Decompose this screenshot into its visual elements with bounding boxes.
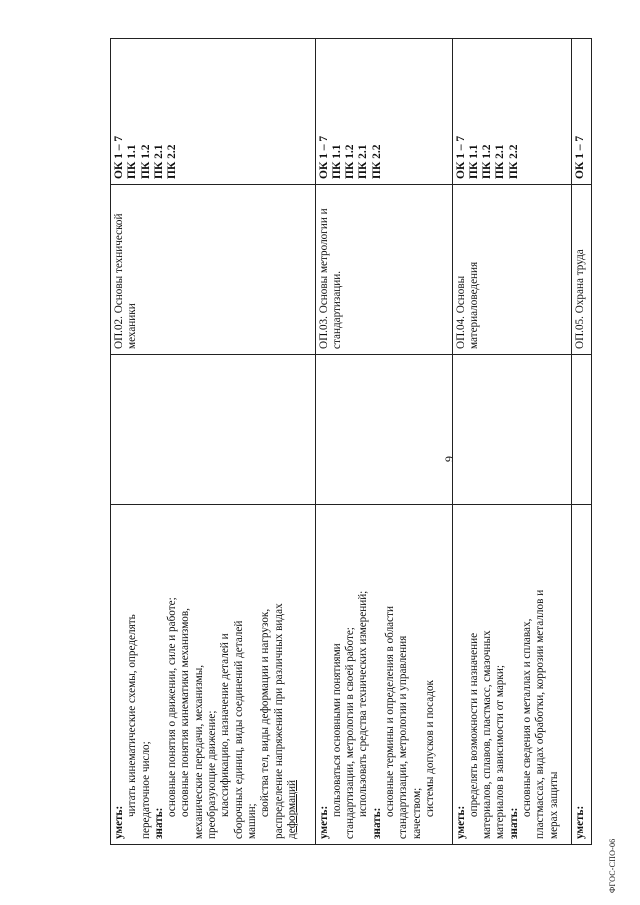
discipline-cell: ОП.05. Охрана труда <box>572 185 592 355</box>
table-row <box>315 39 452 845</box>
empty-cell <box>315 355 452 505</box>
text-line: читать кинематические схемы, определять <box>126 614 139 817</box>
footer-code: ФГОС-СПО-06 <box>608 838 617 893</box>
text-line: пользоваться основными понятиями <box>330 643 343 817</box>
requirements-cell <box>572 505 592 845</box>
umet-label: уметь: <box>317 805 330 839</box>
empty-cell <box>452 355 572 505</box>
text-line: стандартизации, метрологии в своей работе; <box>344 627 357 839</box>
umet-label: уметь: <box>574 805 587 839</box>
text-line: машин; <box>245 803 258 839</box>
znat-label: знать: <box>370 807 383 839</box>
text-line: пластмассах, видах обработки, коррозии металлов и <box>534 589 547 839</box>
competency-codes <box>452 39 572 185</box>
text-line: основные понятия кинематики механизмов, <box>179 608 192 817</box>
text-line: передаточное число; <box>139 741 152 839</box>
code: ПК 2.1 <box>152 144 165 179</box>
table-row <box>452 39 572 845</box>
code: ПК 1.2 <box>139 144 152 179</box>
requirements-cell <box>315 505 452 845</box>
table-row <box>572 39 592 845</box>
code: ПК 1.2 <box>344 144 357 179</box>
text-line: свойства тел, виды деформации и нагрузок, <box>259 608 272 817</box>
discipline-cell: ОП.04. Основы материаловедения <box>452 185 572 355</box>
code: ОК 1 – 7 <box>454 135 467 179</box>
competency-codes <box>315 39 452 185</box>
umet-label: уметь: <box>454 805 467 839</box>
text-line: классификацию, назначение деталей и <box>219 633 232 817</box>
code: ПК 1.1 <box>467 144 480 179</box>
competency-table <box>110 38 592 845</box>
text-line: определять возможности и назначение <box>467 632 480 817</box>
text-line: распределение напряжений при различных видах <box>272 603 285 839</box>
code: ПК 2.1 <box>357 144 370 179</box>
text-line: механические передачи, механизмы, <box>192 664 205 839</box>
text-line: мерах защиты <box>547 771 560 839</box>
code: ОК 1 – 7 <box>113 135 125 179</box>
code: ПК 2.1 <box>494 144 507 179</box>
text-line: системы допусков и посадок <box>423 680 436 817</box>
znat-label: знать: <box>507 807 520 839</box>
requirements-cell <box>452 505 572 845</box>
text-line: основные термины и определения в области <box>384 606 397 817</box>
umet-label: уметь: <box>113 805 125 839</box>
text-line: деформаций <box>285 780 298 839</box>
page-number: 9 <box>442 456 456 462</box>
text-line: материалов, сплавов, пластмасс, смазочных <box>481 630 494 839</box>
text-line: основные сведения о металлах и сплавах, <box>521 618 534 817</box>
code: ПК 2.2 <box>166 144 179 179</box>
competency-codes <box>572 39 592 185</box>
code: ОК 1 – 7 <box>574 135 587 179</box>
table-row <box>111 39 316 845</box>
requirements-cell <box>111 505 316 845</box>
competency-codes <box>111 39 316 185</box>
code: ПК 1.1 <box>126 144 139 179</box>
text-line: сборочных единиц, виды соединений деталей <box>232 620 245 839</box>
code: ОК 1 – 7 <box>317 135 330 179</box>
discipline-cell: ОП.02. Основы технической механики <box>111 185 316 355</box>
text-line: преобразующие движение; <box>206 710 219 839</box>
text-line: основные понятия о движении, силе и работе; <box>166 597 179 817</box>
discipline-cell: ОП.03. Основы метрологии и стандартизации. <box>315 185 452 355</box>
znat-label: знать: <box>152 807 165 839</box>
code: ПК 1.1 <box>330 144 343 179</box>
text-line: стандартизации, метрологии и управления <box>397 635 410 839</box>
code: ПК 2.2 <box>370 144 383 179</box>
empty-cell <box>111 355 316 505</box>
text-line: качеством; <box>410 787 423 839</box>
code: ПК 1.2 <box>481 144 494 179</box>
empty-cell <box>572 355 592 505</box>
text-line: использовать средства технических измерений; <box>357 590 370 817</box>
code: ПК 2.2 <box>507 144 520 179</box>
text-line: материалов в зависимости от марки; <box>494 665 507 839</box>
